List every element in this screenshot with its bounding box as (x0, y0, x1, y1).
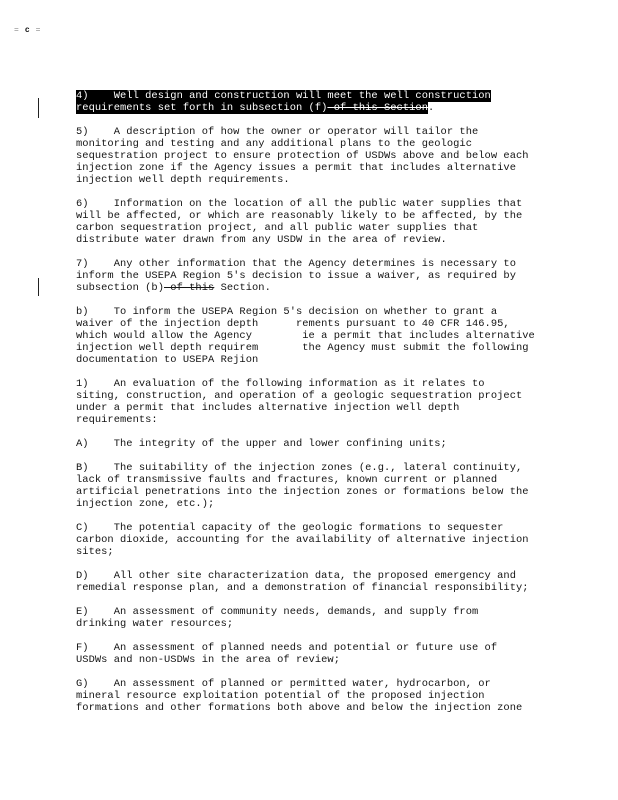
paragraph-4-line-2-end: . (428, 102, 435, 114)
item-c: C) The potential capacity of the geologic formations to sequester carbon dioxide, accounting for the availability of alternative injection sites; (76, 522, 529, 558)
item-e: E) An assessment of community needs, demands, and supply from drinking water resources; (76, 606, 479, 630)
paragraph-7 (76, 258, 546, 294)
item-a: A) The integrity of the upper and lower confining units; (76, 438, 447, 450)
corner-mark-mid: c (24, 26, 36, 35)
page-corner-marks (14, 26, 46, 35)
paragraph-4-line-2-text: requirements set forth in subsection (f) (76, 102, 328, 114)
paragraph-b: b) To inform the USEPA Region 5's decision on whether to grant a waiver of the injection depth rements pursuant to 40 CFR 146.95, which would allow the Agency ie a permit that includes alternative injection well depth requirem the Agency must submit the following documentation to USEPA Rejion (76, 306, 535, 366)
revision-bar-2 (38, 278, 39, 296)
item-f: F) An assessment of planned needs and potential or future use of USDWs and non-USDWs in the area of review; (76, 642, 498, 666)
paragraph-4-line-1: 4) Well design and construction will meet the well construction (76, 90, 491, 102)
paragraph-4-line-2 (76, 102, 428, 114)
paragraph-5: 5) A description of how the owner or operator will tailor the monitoring and testing and any additional plans to the geologic sequestration project to ensure protection of USDWs above and below each injection zone if the Agency issues a permit that includes alternative injection well depth requirements. (76, 126, 529, 186)
item-g: G) An assessment of planned or permitted water, hydrocarbon, or mineral resource exploitation potential of the proposed injection formations and other formations both above and below the injection zone (76, 678, 523, 714)
paragraph-1: 1) An evaluation of the following information as it relates to siting, construction, and operation of a geologic sequestration project under a permit that includes alternative injection well depth requirements: (76, 378, 523, 426)
paragraph-7-line-2: inform the USEPA Region 5's decision to issue a waiver, as required by (76, 270, 516, 282)
corner-mark-left: = (14, 26, 25, 35)
paragraph-6: 6) Information on the location of all the public water supplies that will be affected, or which are reasonably likely to be affected, by the carbon sequestration project, and all public water supplies that distribute water drawn from any USDW in the area of review. (76, 198, 523, 246)
item-d: D) All other site characterization data, the proposed emergency and remedial response plan, and a demonstration of financial responsibility; (76, 570, 529, 594)
paragraph-7-line-3-end: Section. (214, 282, 271, 294)
paragraph-4 (76, 90, 546, 114)
paragraph-7-line-1: 7) Any other information that the Agency determines is necessary to (76, 258, 516, 270)
item-b: B) The suitability of the injection zones (e.g., lateral continuity, lack of transmissive faults and fractures, known current or planned artificial penetrations into the injection zones or formations below the injection zone, etc.); (76, 462, 529, 510)
revision-bar-1 (38, 98, 39, 118)
corner-mark-right: = (35, 26, 47, 35)
paragraph-4-struck-text: of this Section (327, 102, 428, 114)
paragraph-7-struck-text: of this (164, 282, 215, 294)
paragraph-7-line-3-text: subsection (b) (76, 282, 164, 294)
